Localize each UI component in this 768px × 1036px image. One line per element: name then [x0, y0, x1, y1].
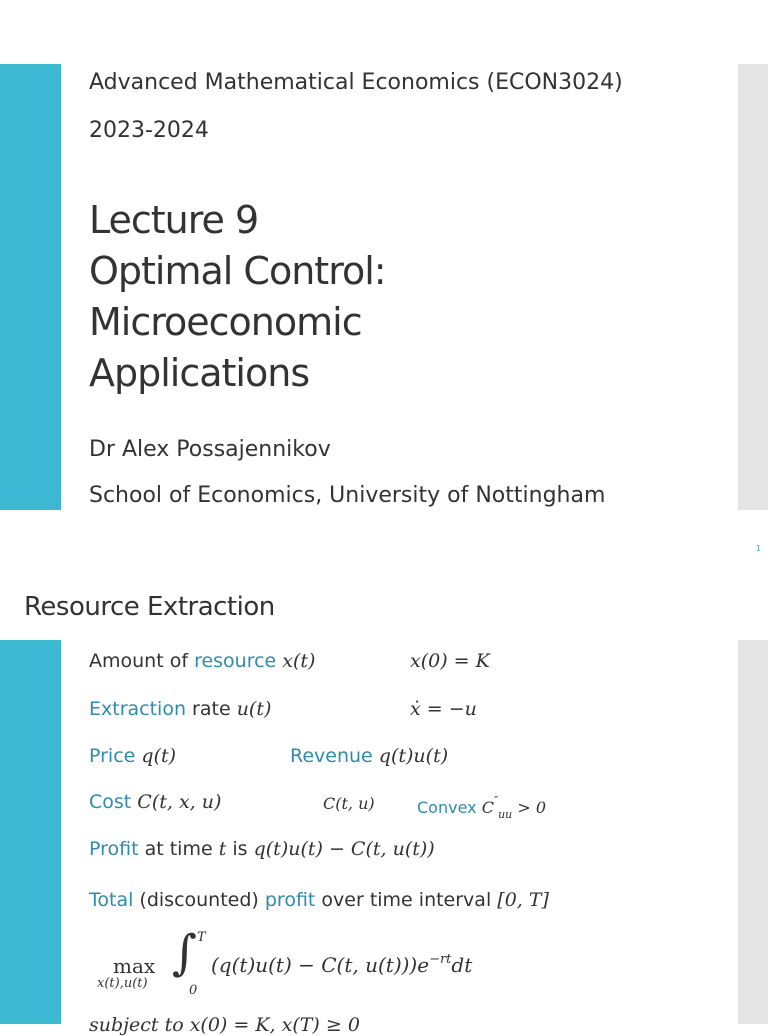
initial-condition: x(0) = K [410, 650, 490, 672]
highlight-term: resource [194, 650, 277, 672]
subscript: uu [498, 808, 513, 821]
lecture-title [89, 195, 386, 399]
highlight-term: Profit [89, 838, 139, 860]
max-operator: max [113, 954, 156, 978]
text: is [226, 838, 254, 860]
integral-upper-limit: T [197, 930, 206, 945]
cost-row [89, 791, 221, 813]
highlight-term: Convex [417, 798, 477, 817]
page-number: 1 [756, 544, 762, 553]
math-expr: x(t) [282, 650, 316, 672]
course-title: Advanced Mathematical Economics (ECON3024) [89, 70, 623, 95]
convexity-condition [417, 794, 546, 821]
side-strip [738, 640, 768, 1024]
highlight-term: Revenue [290, 745, 373, 767]
side-strip [738, 64, 768, 510]
math-expr: t [218, 838, 227, 860]
math-expr: (q(t)u(t) − C(t, u(t)))e [211, 953, 430, 977]
lecture-title-line: Applications [89, 351, 310, 395]
extraction-row [89, 698, 271, 720]
profit-row [89, 838, 435, 860]
max-subscript: x(t),u(t) [97, 976, 148, 991]
integrand [211, 952, 472, 977]
math-expr: u(t) [236, 698, 272, 720]
text: at time [138, 838, 219, 860]
math-expr: q(t)u(t) [378, 745, 449, 767]
highlight-term: profit [264, 889, 316, 911]
math-expr: > 0 [512, 798, 546, 817]
accent-bar [0, 64, 61, 510]
math-expr: dt [451, 953, 473, 977]
text: rate [186, 698, 237, 720]
math-expr: q(t) [141, 745, 177, 767]
constraint-line-partial: subject to x(0) = K, x(T) ≥ 0 [89, 1014, 360, 1036]
text: (discounted) [133, 889, 265, 911]
text: over time interval [315, 889, 498, 911]
exponent: −rt [429, 952, 452, 967]
resource-row [89, 650, 315, 672]
highlight-term: Total [89, 889, 134, 911]
integral-sign: ∫ [172, 925, 198, 981]
academic-year: 2023-2024 [89, 118, 209, 143]
slide-title: Resource Extraction [24, 592, 275, 622]
total-profit-row [89, 889, 549, 911]
author-name: Dr Alex Possajennikov [89, 437, 331, 462]
math-expr: C(t, x, u) [137, 791, 222, 813]
math-expr: C [481, 798, 494, 817]
lecture-title-line: Microeconomic [89, 300, 362, 344]
text: Amount of [89, 650, 195, 672]
content-slide [0, 565, 768, 1036]
math-expr: [0, T] [497, 889, 549, 911]
cost-simplified: C(t, u) [323, 794, 375, 813]
revenue-item [290, 745, 448, 767]
lecture-title-line: Lecture 9 [89, 198, 259, 242]
accent-bar [0, 640, 61, 1024]
integral-lower-limit: 0 [189, 983, 198, 998]
state-equation: ẋ = −u [410, 698, 477, 720]
price-row [89, 745, 176, 767]
highlight-term: Cost [89, 791, 132, 813]
highlight-term: Price [89, 745, 136, 767]
math-expr: q(t)u(t) − C(t, u(t)) [253, 838, 435, 860]
superscript: ″ [493, 794, 499, 807]
lecture-title-line: Optimal Control: [89, 249, 386, 293]
school-name: School of Economics, University of Nottingham [89, 483, 606, 508]
highlight-term: Extraction [89, 698, 186, 720]
